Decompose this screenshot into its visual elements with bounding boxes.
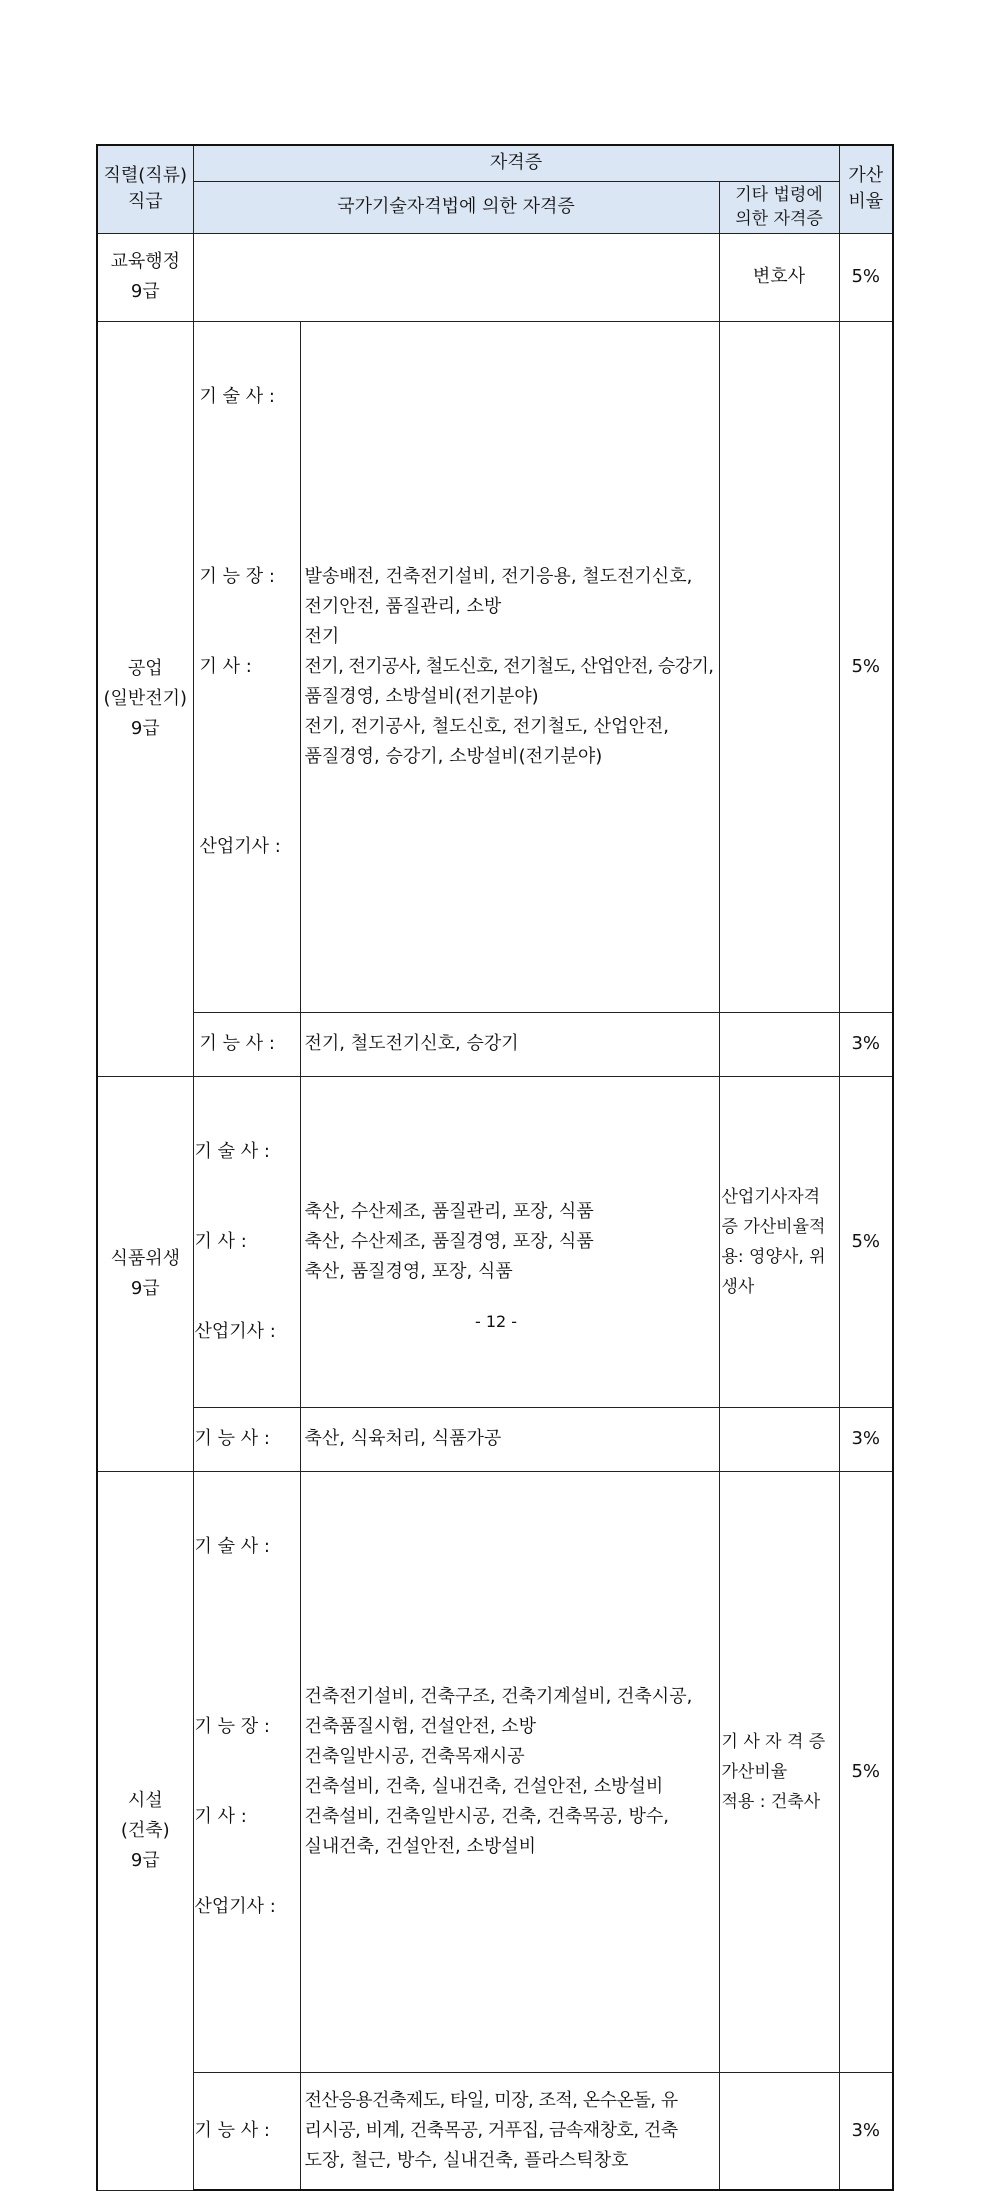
cert-other-elec	[719, 321, 839, 1012]
table-row	[97, 321, 893, 1012]
table-row	[97, 1407, 893, 1471]
rate-elec-tech: 3%	[839, 1012, 893, 1076]
label-food-tech: 기 능 사 :	[193, 1407, 300, 1471]
header-cert-other: 기타 법령에 의한 자격증	[719, 181, 839, 233]
cert-national-food-tech: 축산, 식육처리, 식품가공	[300, 1407, 719, 1471]
cert-other-edu: 변호사	[719, 233, 839, 321]
rate-edu: 5%	[839, 233, 893, 321]
rate-elec: 5%	[839, 321, 893, 1012]
cert-other-fac: 기 사 자 격 증 가산비율 적용 : 건축사	[719, 1471, 839, 2072]
cert-other-fac-tech	[719, 2072, 839, 2190]
header-cert: 자격증	[193, 145, 839, 181]
labels-elec: 기 술 사 : 기 능 장 : 기 사 : 산업기사 :	[193, 321, 300, 1012]
table-row	[97, 1471, 893, 2072]
cert-national-fac: 건축전기설비, 건축구조, 건축기계설비, 건축시공, 건축품질시험, 건설안전, 소방 건축일반시공, 건축목재시공 건축설비, 건축, 실내건축, 건설안전, 소방설비 건축설비, 건축일반시공, 건축, 건축목공, 방수, 실내건축, 건설안전, 소방설비	[300, 1471, 719, 2072]
cert-national-food: 축산, 수산제조, 품질관리, 포장, 식품 축산, 수산제조, 품질경영, 포장, 식품 축산, 품질경영, 포장, 식품	[300, 1076, 719, 1407]
cert-other-food: 산업기사자격 증 가산비율적 용: 영양사, 위 생사	[719, 1076, 839, 1407]
page-number: - 12 -	[474, 1312, 518, 1331]
table-row	[97, 233, 893, 321]
cert-national-edu	[193, 233, 719, 321]
job-fac: 시설 (건축) 9급	[97, 1471, 193, 2190]
label-elec-tech: 기 능 사 :	[193, 1012, 300, 1076]
header-cert-national: 국가기술자격법에 의한 자격증	[193, 181, 719, 233]
header-job: 직렬(직류) 직급	[97, 145, 193, 233]
labels-food: 기 술 사 : 기 사 : 산업기사 :	[193, 1076, 300, 1407]
rate-food: 5%	[839, 1076, 893, 1407]
label-fac-tech: 기 능 사 :	[193, 2072, 300, 2190]
rate-food-tech: 3%	[839, 1407, 893, 1471]
table-row	[97, 1076, 893, 1407]
table-row	[97, 1012, 893, 1076]
cert-other-elec-tech	[719, 1012, 839, 1076]
table-row	[97, 2072, 893, 2190]
qualification-table	[96, 144, 894, 2191]
header-rate: 가산 비율	[839, 145, 893, 233]
cert-national-elec-tech: 전기, 철도전기신호, 승강기	[300, 1012, 719, 1076]
rate-fac-tech: 3%	[839, 2072, 893, 2190]
job-elec: 공업 (일반전기) 9급	[97, 321, 193, 1076]
job-food: 식품위생 9급	[97, 1076, 193, 1471]
cert-other-food-tech	[719, 1407, 839, 1471]
cert-national-elec: 발송배전, 건축전기설비, 전기응용, 철도전기신호, 전기안전, 품질관리, 소방 전기 전기, 전기공사, 철도신호, 전기철도, 산업안전, 승강기, 품질경영, 소방설비(전기분야) 전기, 전기공사, 철도신호, 전기철도, 산업안전, 품질경영, 승강기, 소방설비(전기분야)	[300, 321, 719, 1012]
rate-fac: 5%	[839, 1471, 893, 2072]
labels-fac: 기 술 사 : 기 능 장 : 기 사 : 산업기사 :	[193, 1471, 300, 2072]
job-edu: 교육행정 9급	[97, 233, 193, 321]
cert-national-fac-tech: 전산응용건축제도, 타일, 미장, 조적, 온수온돌, 유 리시공, 비계, 건축목공, 거푸집, 금속재창호, 건축 도장, 철근, 방수, 실내건축, 플라스틱창호	[300, 2072, 719, 2190]
